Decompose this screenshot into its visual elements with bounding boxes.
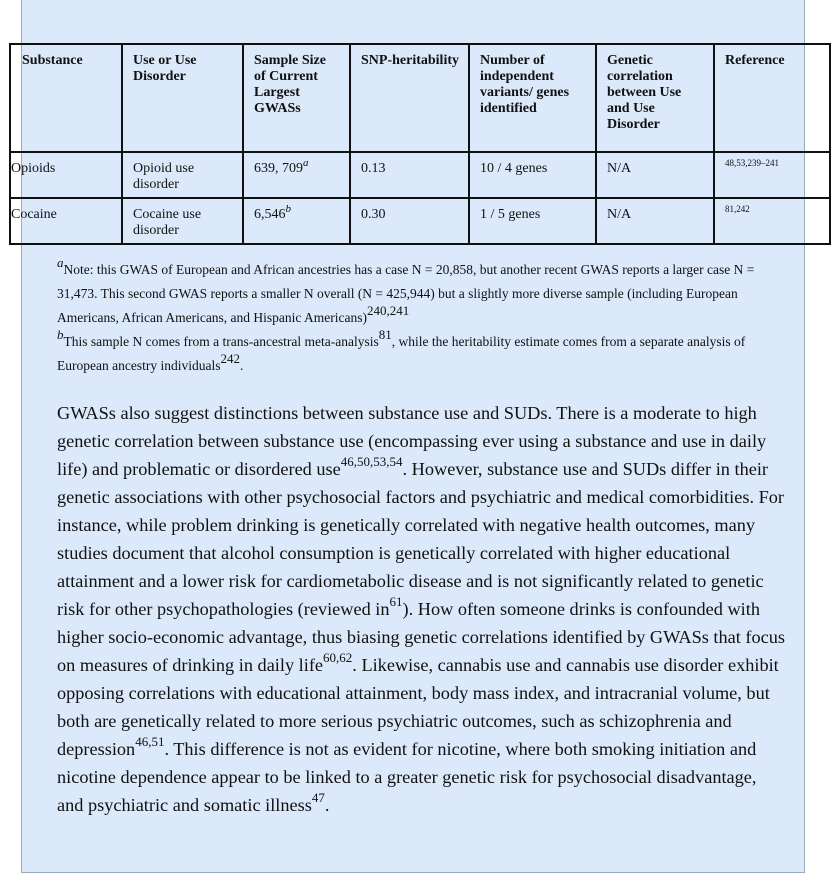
header-snp-heritability: SNP-heritability — [350, 44, 469, 152]
footnote-b-marker: b — [57, 326, 64, 342]
cell-use: Cocaine use disorder — [122, 198, 243, 244]
cell-h2: 0.13 — [350, 152, 469, 198]
cell-sample — [243, 152, 350, 198]
header-reference: Reference — [714, 44, 830, 152]
footnote-marker: b — [285, 203, 291, 215]
footnote-a-text: Note: this GWAS of European and African ancestries has a case N = 20,858, but another recent GWAS reports a larger case N = 31,473. This second GWAS reports a smaller N overall (N = 425,944) but a slightly more diverse sample (including European Americans, African Americans, and Hispanic Americans) — [57, 262, 755, 325]
paragraph-text: . — [324, 795, 330, 815]
body-paragraph — [57, 399, 785, 819]
cell-variants: 1 / 5 genes — [469, 198, 596, 244]
footnote-a-citation: 240,241 — [367, 302, 410, 318]
paragraph-text: ). How often someone drinks is confounded with higher socio-economic advantage, thus biasing genetic correlations identified by GWASs that focus on measures of drinking in daily life — [57, 599, 785, 675]
cell-sample — [243, 198, 350, 244]
reference-citation: 81,242 — [725, 204, 750, 214]
paragraph-text: . This difference is not as evident for nicotine, where both smoking initiation and nicotine dependence appear to be linked to a greater genetic risk for psychosocial disadvantage, and psychiatric and somatic illness — [57, 739, 757, 815]
cell-reference — [714, 198, 830, 244]
footnote-a-marker: a — [57, 254, 64, 270]
cell-substance: Cocaine — [10, 198, 122, 244]
paragraph-text: . However, substance use and SUDs differ in their genetic associations with other psychosocial factors and psychiatric and medical comorbidities. For instance, while problem drinking is genetically correlated with negative health outcomes, many studies document that alcohol consumption is genetically correlated with higher educational attainment and a lower risk for cardiometabolic disease and is not significantly related to genetic risk for other psychopathologies (reviewed in — [57, 459, 784, 619]
sample-value: 639, 709 — [254, 161, 303, 176]
table-row — [10, 198, 830, 244]
citation: 61 — [389, 593, 403, 609]
footnote-b-text: . — [239, 358, 244, 373]
table-header-row — [10, 44, 830, 152]
citation: 46,51 — [135, 733, 165, 749]
sample-value: 6,546 — [254, 207, 286, 222]
table-footnotes — [57, 254, 777, 378]
footnote-b-citation: 242 — [220, 350, 240, 366]
cell-h2: 0.30 — [350, 198, 469, 244]
header-variants: Number of independent variants/ genes identified — [469, 44, 596, 152]
header-substance: Substance — [10, 44, 122, 152]
reference-citation: 48,53,239–241 — [725, 158, 779, 168]
citation: 60,62 — [323, 649, 353, 665]
footnote-b-text: This sample N comes from a trans-ancestral meta-analysis — [63, 334, 379, 349]
cell-rg: N/A — [596, 198, 714, 244]
header-genetic-correlation: Genetic correlation between Use and Use Disorder — [596, 44, 714, 152]
citation: 46,50,53,54 — [340, 453, 403, 469]
footnote-marker: a — [303, 157, 309, 169]
footnote-a — [57, 254, 777, 330]
footnote-b-text: , while the heritability estimate comes from a separate analysis of European ancestry individuals — [57, 334, 746, 373]
cell-variants: 10 / 4 genes — [469, 152, 596, 198]
citation: 47 — [311, 789, 325, 805]
cell-reference — [714, 152, 830, 198]
footnote-b-citation: 81 — [378, 326, 392, 342]
header-sample-size: Sample Size of Current Largest GWASs — [243, 44, 350, 152]
paragraph-text: GWASs also suggest distinctions between substance use and SUDs. There is a moderate to high genetic correlation between substance use (encompassing ever using a substance and use in daily life) and problematic or disordered use — [57, 403, 767, 479]
cell-use: Opioid use disorder — [122, 152, 243, 198]
cell-rg: N/A — [596, 152, 714, 198]
footnote-b — [57, 326, 777, 378]
paragraph-text: . Likewise, cannabis use and cannabis use disorder exhibit opposing correlations with educational attainment, body mass index, and intracranial volume, but both are genetically related to more serious psychiatric outcomes, such as schizophrenia and depression — [57, 655, 779, 759]
header-use: Use or Use Disorder — [122, 44, 243, 152]
gwas-table — [9, 43, 831, 245]
cell-substance: Opioids — [10, 152, 122, 198]
table-row — [10, 152, 830, 198]
